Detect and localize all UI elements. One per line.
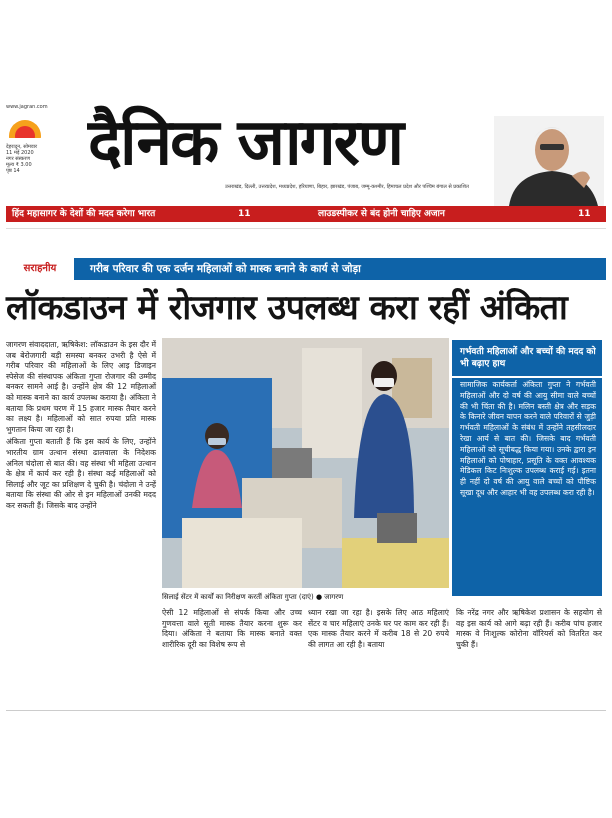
article-kicker: गरीब परिवार की एक दर्जन महिलाओं को मास्क बनाने के कार्य से जोड़ा bbox=[90, 263, 361, 275]
strip-left-link[interactable]: हिंद महासागर के देशों की मदद करेगा भारत bbox=[12, 209, 156, 219]
headline-strip bbox=[6, 206, 606, 222]
column-3: ध्यान रखा जा रहा है। इसके लिए आठ महिलाएं सेंटर व चार महिलाएं उनके घर पर काम कर रही हैं। एक मास्क तैयार करने में करीब 18 से 20 रुपये की लागत आ रही है। बताया bbox=[308, 608, 449, 649]
columnist-portrait bbox=[494, 116, 604, 206]
sidebar-text: सामाजिक कार्यकर्ता अंकिता गुप्ता ने गर्भवती महिलाओं और दो वर्ष की आयु सीमा वाले बच्चों की भी चिंता की है। मलिन बस्ती क्षेत्र और सड़क के किनारे जीवन यापन करने वाले परिवारों से जुड़ी गर्भवती महिलाओं के संबंध में उन्होंने तहसीलदार रेखा आर्य से बात की। जिसके बाद गर्भवती महिलाओं को सूचीबद्ध किया गया। उनके द्वारा इन महिलाओं को पोषाहार, प्रसूति के वक्त आवश्यक मेडिकल किट निःशुल्क उपलब्ध कराई गई। इतना ही नहीं दो वर्ष की आयु वाले बच्चों को पौष्टिक सूखा दूध और आहार भी वह उपलब्ध करा रही है। bbox=[452, 378, 602, 596]
site-url: www.jagran.com bbox=[6, 104, 48, 110]
edition-label: नगर संस्करण bbox=[6, 156, 31, 162]
newspaper-title: दैनिक जागरण bbox=[88, 106, 403, 180]
paragraph-1: जागरण संवाददाता, ऋषिकेश: लॉकडाउन के इस दौर में जब बेरोजगारी बड़ी समस्या बनकर उभरी है ऐसे में गरीब परिवार की महिलाओं के लिए आइ डिजाइन स्पेसेज की संस्थापक अंकिता गुप्ता रोजगार की उम्मीद बनकर सामने आई है। उन्होंने क्षेत्र की 12 महिलाओं को मास्क बनाने का कार्य उपलब्ध कराया है। अंकिता ने बताया कि प्रथम चरण में 15 हजार मास्क तैयार करने का लक्ष्य है। महिलाओं को सात रुपया प्रति मास्क भुगतान किया जा रहा है। bbox=[6, 340, 156, 434]
day-label: देहरादून, सोमवार bbox=[6, 144, 38, 150]
date-label: 11 मई 2020 bbox=[6, 150, 34, 156]
bottom-divider bbox=[6, 710, 606, 711]
divider bbox=[6, 228, 606, 229]
column-1 bbox=[6, 340, 156, 700]
price-label: मूल्य ₹ 3.00 bbox=[6, 162, 32, 168]
jagran-sun-logo-icon bbox=[3, 116, 47, 138]
article-photo bbox=[162, 338, 449, 588]
photo-caption: सिलाई सेंटर में कार्यों का निरीक्षण करतीं अंकिता गुप्ता (दाएं) ● जागरण bbox=[162, 593, 344, 601]
strip-right-link[interactable]: लाउडस्पीकर से बंद होनी चाहिए अजान bbox=[318, 209, 445, 219]
article-headline: लॉकडाउन में रोजगार उपलब्ध करा रहीं अंकिता bbox=[6, 288, 568, 328]
section-tag: सराहनीय bbox=[6, 258, 74, 280]
pages-label: पृष्ठ 14 bbox=[6, 168, 20, 174]
column-2: ऐसी 12 महिलाओं से संपर्क किया और उच्च गुणवत्ता वाले सूती मास्क तैयार करना शुरू कर दिया। अंकिता ने बताया कि मास्क बनाते वक्त शारीरिक दूरी का विशेष रूप से bbox=[162, 608, 302, 649]
editions-line: उत्तराखंड, दिल्ली, उत्तरप्रदेश, मध्यप्रदेश, हरियाणा, बिहार, झारखंड, पंजाब, जम्मू-कश्मीर, हिमाचल प्रदेश और पश्चिम बंगाल से प्रकाशित bbox=[225, 184, 469, 190]
paragraph-2: अंकिता गुप्ता बताती हैं कि इस कार्य के लिए, उन्होंने भारतीय ग्राम उत्थान संस्था ढालवाला के निदेशक अनिल चंदोला से बात की। वह संस्था भी महिला उत्थान के क्षेत्र में कार्य कर रही है। संस्था कई महिलाओं को सिलाई और जूट का प्रशिक्षण दे चुकी है। चंदोला ने उन्हें बताया कि संस्था की ओर से इन महिलाओं उनकी मदद कर सकती हैं। जिसके बाद उन्होंने bbox=[6, 437, 156, 510]
sidebar-title: गर्भवती महिलाओं और बच्चों की मदद को भी बढ़ाए हाथ bbox=[452, 340, 602, 376]
strip-right-page: 11 bbox=[578, 209, 591, 219]
column-4: कि नरेंद्र नगर और ऋषिकेश प्रशासन के सहयोग से वह इस कार्य को आगे बढ़ा रही हैं। करीब पांच हजार मास्क वे निःशुल्क कोरोना वॉरियर्स को वितरित कर चुकी हैं। bbox=[456, 608, 602, 649]
strip-left-page: 11 bbox=[238, 209, 251, 219]
dateline bbox=[6, 144, 66, 174]
